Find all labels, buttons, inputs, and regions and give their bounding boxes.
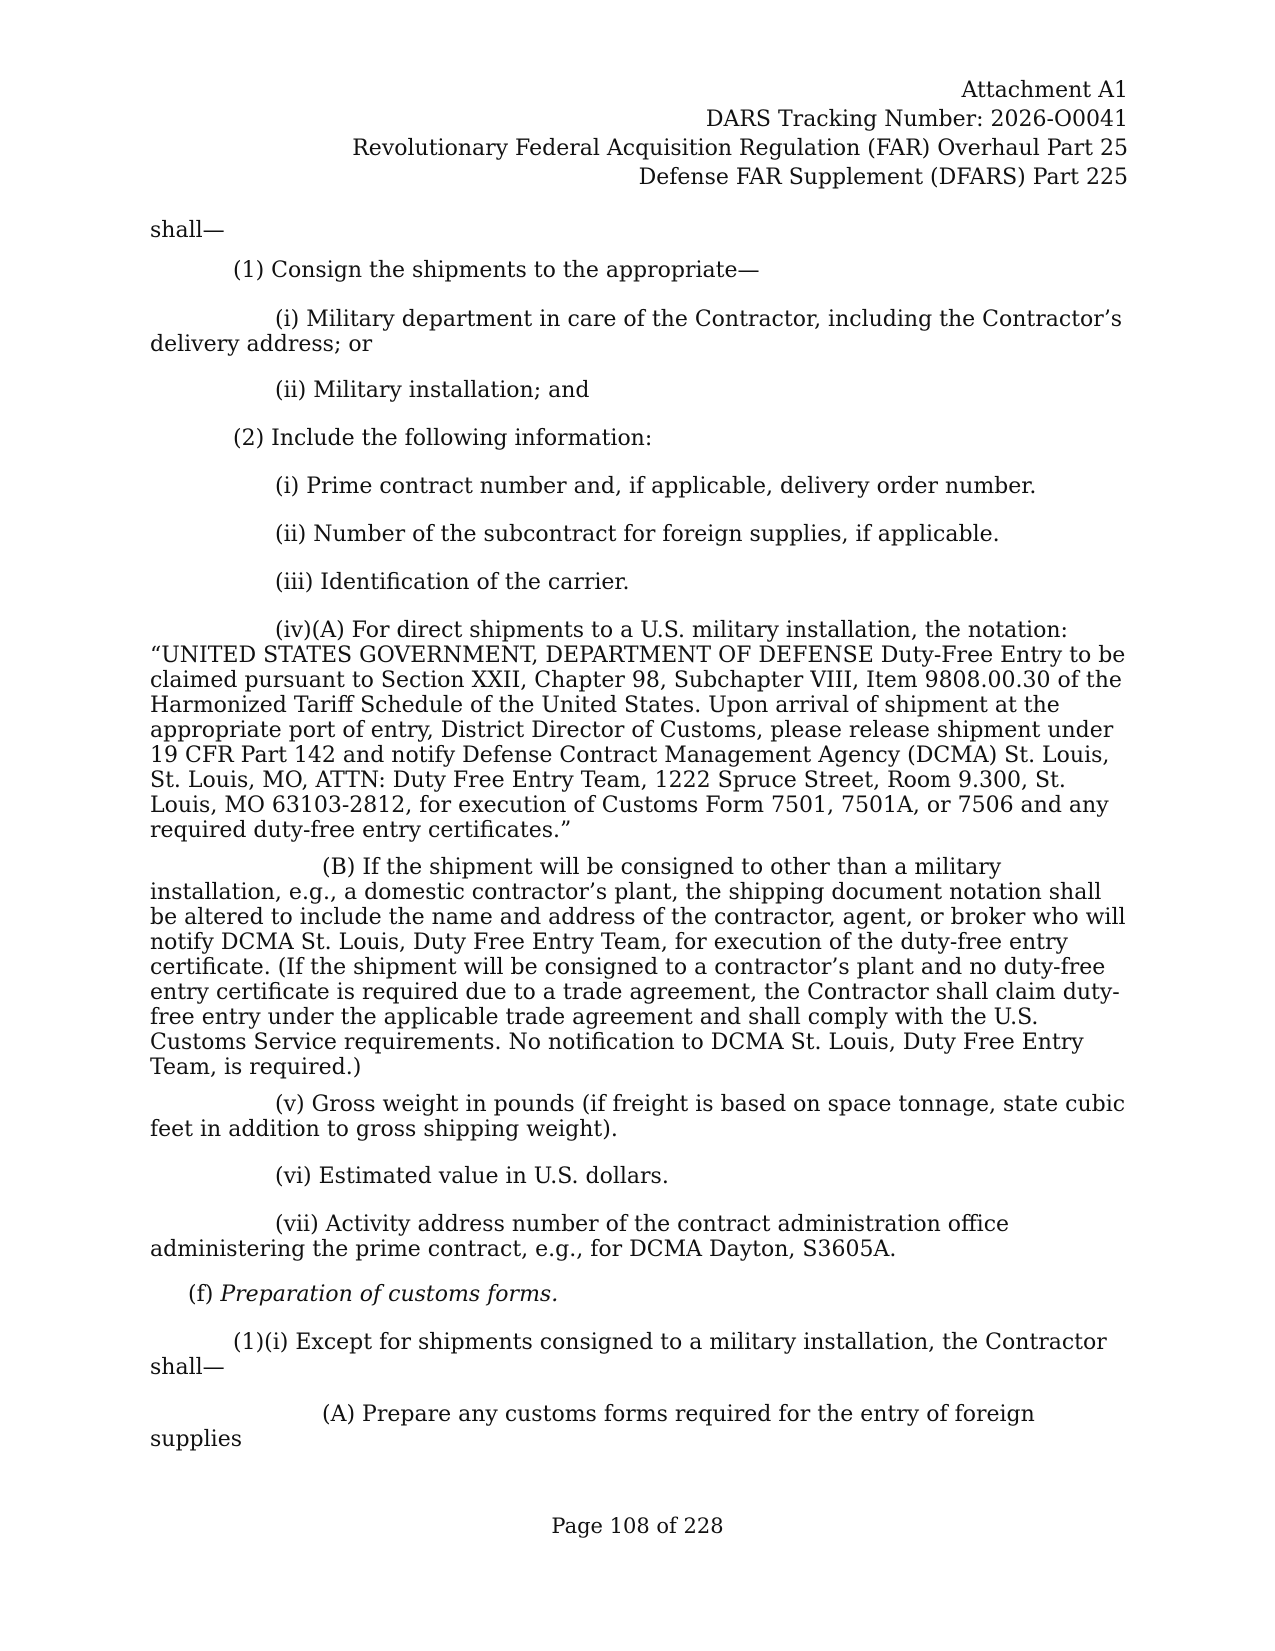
paragraph-f [150, 1282, 1128, 1307]
paragraph-f-1-i-a: (A) Prepare any customs forms required for the entry of foreign supplies [150, 1402, 1035, 1452]
paragraph-shall: shall— [150, 218, 225, 243]
page-number: Page 108 of 228 [551, 1514, 724, 1538]
header-far-part: Revolutionary Federal Acquisition Regulation (FAR) Overhaul Part 25 [352, 136, 1128, 161]
paragraph-2-vii: (vii) Activity address number of the contract administration office administering the prime contract, e.g., for DCMA Dayton, S3605A. [150, 1212, 1010, 1262]
paragraph-f-1-i: (1)(i) Except for shipments consigned to a military installation, the Contractor shall— [150, 1330, 1107, 1380]
paragraph-2-i: (i) Prime contract number and, if applicable, delivery order number. [275, 474, 1037, 499]
paragraph-1-ii: (ii) Military installation; and [275, 378, 590, 403]
paragraph-2-vi: (vi) Estimated value in U.S. dollars. [275, 1164, 669, 1189]
paragraph-1-i: (i) Military department in care of the Contractor, including the Contractor’s delivery address; or [150, 307, 1123, 357]
header-attachment: Attachment A1 [961, 78, 1128, 103]
header-tracking-number: DARS Tracking Number: 2026-O0041 [705, 107, 1128, 132]
header-dfars-part: Defense FAR Supplement (DFARS) Part 225 [638, 165, 1128, 190]
paragraph-2-iv-b: (B) If the shipment will be consigned to other than a military installation, e.g., a domestic contractor’s plant, the shipping document notation shall be altered to include the name and address of the contractor, agent, or broker who will notify DCMA St. Louis, Duty Free Entry Team, for execution of the duty-free entry certificate. (If the shipment will be consigned to a contractor’s plant and no duty-free entry certificate is required due to a trade agreement, the Contractor shall claim duty-free entry under the applicable trade agreement and shall comply with the U.S. Customs Service requirements. No notification to DCMA St. Louis, Duty Free Entry Team, is required.) [150, 855, 1126, 1080]
paragraph-2-v: (v) Gross weight in pounds (if freight is based on space tonnage, state cubic feet in addition to gross shipping weight). [150, 1092, 1126, 1142]
paragraph-1-consign: (1) Consign the shipments to the appropriate— [233, 258, 760, 283]
paragraph-2-iv-a: (iv)(A) For direct shipments to a U.S. military installation, the notation: “UNITED STATES GOVERNMENT, DEPARTMENT OF DEFENSE Duty-Free Entry to be claimed pursuant to Section XXII, Chapter 98, Subchapter VIII, Item 9808.00.30 of the Harmonized Tariff Schedule of the United States. Upon arrival of shipment at the appropriate port of entry, District Director of Customs, please release shipment under 19 CFR Part 142 and notify Defense Contract Management Agency (DCMA) St. Louis, St. Louis, MO, ATTN: Duty Free Entry Team, 1222 Spruce Street, Room 9.300, St. Louis, MO 63103-2812, for execution of Customs Form 7501, 7501A, or 7506 and any required duty-free entry certificates.” [150, 618, 1126, 843]
paragraph-f-title: Preparation of customs forms. [220, 1282, 559, 1307]
paragraph-2-ii: (ii) Number of the subcontract for foreign supplies, if applicable. [275, 522, 1000, 547]
page-header [128, 76, 1128, 192]
paragraph-f-number: (f) [188, 1282, 221, 1307]
paragraph-2-include: (2) Include the following information: [233, 426, 653, 451]
paragraph-2-iii: (iii) Identification of the carrier. [275, 570, 630, 595]
